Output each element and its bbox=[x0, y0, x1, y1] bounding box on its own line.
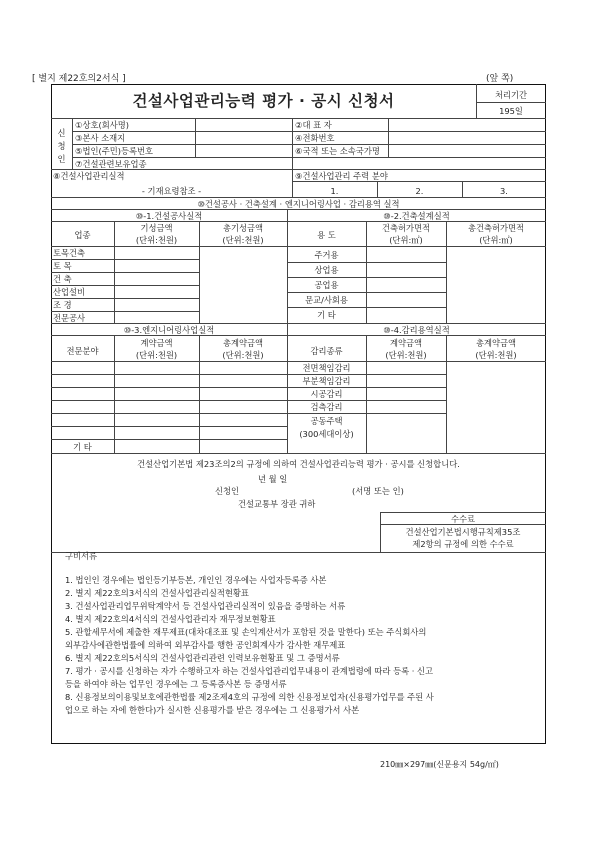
s2-row-3: 공업용 bbox=[314, 280, 339, 290]
main-field-3: 3. bbox=[500, 186, 508, 196]
s4-row-6: (300세대이상) bbox=[299, 429, 354, 439]
s1-row-2: 토 목 bbox=[53, 261, 72, 271]
processing-period-label: 처리기간 bbox=[494, 90, 528, 100]
s4-row-4: 검측감리 bbox=[310, 402, 343, 412]
doc-item-7-cont: 등을 하여야 하는 업무인 경우에는 그 등록증사본 등 증명서류 bbox=[65, 679, 287, 689]
page-side-label: (앞 쪽) bbox=[486, 74, 514, 84]
doc-item-1: 1. 법인인 경우에는 법인등기부등본, 개인인 경우에는 사업자등록증 사본 bbox=[65, 575, 327, 585]
s4-col-amt: 계약금액 bbox=[389, 338, 423, 348]
representative-label: ②대 표 자 bbox=[295, 120, 332, 130]
fee-text-2: 제2항의 규정에 의한 수수료 bbox=[412, 539, 514, 549]
applicant-label: 신청인 bbox=[215, 486, 240, 496]
s1-col-base: 기성금액 bbox=[140, 223, 173, 233]
s4-row-1: 전면책임감리 bbox=[302, 363, 351, 373]
applicant-side-2: 청 bbox=[57, 141, 66, 151]
s2-row-1: 주거용 bbox=[314, 250, 339, 260]
s3-col-total: 총계약금액 bbox=[222, 338, 264, 348]
s2-title: ⑩-2.건축설계실적 bbox=[383, 211, 450, 221]
s4-col-total: 총계약금액 bbox=[475, 338, 517, 348]
s4-title: ⑩-4.감리용역실적 bbox=[383, 325, 450, 335]
s4-col-amt-unit: (단위:천원) bbox=[385, 350, 427, 360]
declaration-text: 건설산업기본법 제23조의2의 규정에 의하여 건설사업관리능력 평가 · 공시를 신청합니다. bbox=[137, 459, 460, 469]
s2-col-area: 건축허가면적 bbox=[381, 223, 431, 233]
documents-title: 구비서류 bbox=[65, 551, 98, 561]
s2-row-5: 기 타 bbox=[317, 310, 336, 320]
perf-label: ⑧건설사업관리실적 bbox=[53, 171, 125, 181]
doc-item-8-cont: 업으로 하는 자에 한한다)가 실시한 신용평가를 받은 경우에는 그 신용평가서 사본 bbox=[65, 705, 360, 715]
s3-etc-label: 기 타 bbox=[73, 442, 92, 452]
s1-col-total-unit: (단위:천원) bbox=[222, 235, 264, 245]
fee-text-1: 건설산업기본법시행규칙제35조 bbox=[405, 527, 521, 537]
fill-guide-note: - 기재요령참조 - bbox=[141, 186, 202, 196]
s3-col-amt-unit: (단위:천원) bbox=[135, 350, 178, 360]
s1-col-type: 업종 bbox=[74, 230, 91, 240]
applicant-side-1: 신 bbox=[57, 128, 66, 138]
s1-row-3: 건 축 bbox=[53, 274, 72, 284]
applicant-side-3: 인 bbox=[57, 154, 66, 164]
s4-col-kind: 감리종류 bbox=[310, 346, 343, 356]
company-name-label: ①상호(회사명) bbox=[75, 120, 129, 130]
s2-col-total: 총건축허가면적 bbox=[467, 223, 525, 233]
s1-col-total: 총기성금액 bbox=[222, 223, 264, 233]
recipient: 건설교통부 장관 귀하 bbox=[238, 499, 316, 509]
s2-row-2: 상업용 bbox=[314, 265, 339, 275]
nationality-label: ⑥국적 또는 소속국가명 bbox=[295, 146, 380, 156]
s4-row-2: 부분책임감리 bbox=[302, 376, 351, 386]
s1-row-5: 조 경 bbox=[53, 300, 72, 310]
s3-col-amt: 계약금액 bbox=[140, 338, 173, 348]
doc-item-5-cont: 외부감사에관한법률에 의하여 외부감사를 행한 공인회계사가 감사한 재무제표 bbox=[65, 640, 346, 650]
processing-period-value: 195일 bbox=[499, 106, 523, 116]
doc-item-7: 7. 평가 · 공시를 신청하는 자가 수행하고자 하는 건설사업관리업무내용이 관계법령에 따라 등록 · 신고 bbox=[65, 666, 434, 676]
doc-item-5: 5. 관할세무서에 제출한 재무제표(대차대조표 및 손익계산서가 포함된 것을 말한다) 또는 주식회사의 bbox=[65, 627, 427, 637]
main-field-1: 1. bbox=[330, 186, 339, 196]
s2-col-area-unit: (단위:㎡) bbox=[389, 235, 423, 245]
doc-item-2: 2. 별지 제22호의3서식의 건설사업관리실적현황표 bbox=[65, 588, 249, 598]
s3-title: ⑩-3.엔지니어링사업실적 bbox=[123, 325, 215, 335]
main-field-label: ⑨건설사업관리 주력 분야 bbox=[295, 171, 388, 181]
s4-row-5: 공동주택 bbox=[310, 416, 343, 426]
doc-item-8: 8. 신용정보의이용및보호에관한법률 제2조제4호의 규정에 의한 신용정보업자(신용평가업무를 주된 사 bbox=[65, 692, 434, 702]
signature-note: (서명 또는 인) bbox=[352, 486, 404, 496]
s2-col-total-unit: (단위:㎡) bbox=[479, 235, 513, 245]
s1-row-1: 토목건축 bbox=[53, 248, 86, 258]
s1-title: ⑩-1.건설공사실적 bbox=[135, 211, 203, 221]
paper-spec: 210㎜×297㎜(신문용지 54g/㎡) bbox=[380, 760, 499, 769]
doc-item-4: 4. 별지 제22호의4서식의 건설사업관리자 재무정보현황표 bbox=[65, 614, 276, 624]
phone-label: ④전화번호 bbox=[295, 133, 335, 143]
doc-item-3: 3. 건설사업관리업무위탁계약서 등 건설사업관리실적이 있음을 증명하는 서류 bbox=[65, 601, 346, 611]
fee-label: 수수료 bbox=[450, 514, 476, 524]
main-field-2: 2. bbox=[415, 186, 424, 196]
s4-col-total-unit: (단위:천원) bbox=[475, 350, 517, 360]
page-title: 건설사업관리능력 평가 · 공시 신청서 bbox=[132, 92, 395, 110]
application-date: 년 월 일 bbox=[258, 474, 288, 484]
s1-row-6: 전문공사 bbox=[53, 313, 86, 323]
s1-col-base-unit: (단위:천원) bbox=[135, 235, 178, 245]
doc-item-6: 6. 별지 제22호의5서식의 건설사업관리관련 인력보유현황표 및 그 증명서류 bbox=[65, 653, 340, 663]
s2-col-use: 용 도 bbox=[317, 230, 336, 240]
s3-col-total-unit: (단위:천원) bbox=[222, 350, 264, 360]
s2-row-4: 문교/사회용 bbox=[305, 295, 348, 305]
s1-row-4: 산업설비 bbox=[53, 287, 86, 297]
reg-number-label: ⑤법인(주민)등록번호 bbox=[75, 146, 154, 156]
section10-title: ⑩건설공사 · 건축설계 · 엔지니어링사업 · 감리용역 실적 bbox=[197, 199, 400, 209]
form-number: [ 별지 제22호의2서식 ] bbox=[32, 74, 126, 84]
business-type-label: ⑦건설관련보유업종 bbox=[75, 159, 147, 169]
hq-address-label: ③본사 소재지 bbox=[75, 133, 126, 143]
s4-row-3: 시공감리 bbox=[310, 389, 343, 399]
s3-col-field: 전문분야 bbox=[66, 346, 99, 356]
